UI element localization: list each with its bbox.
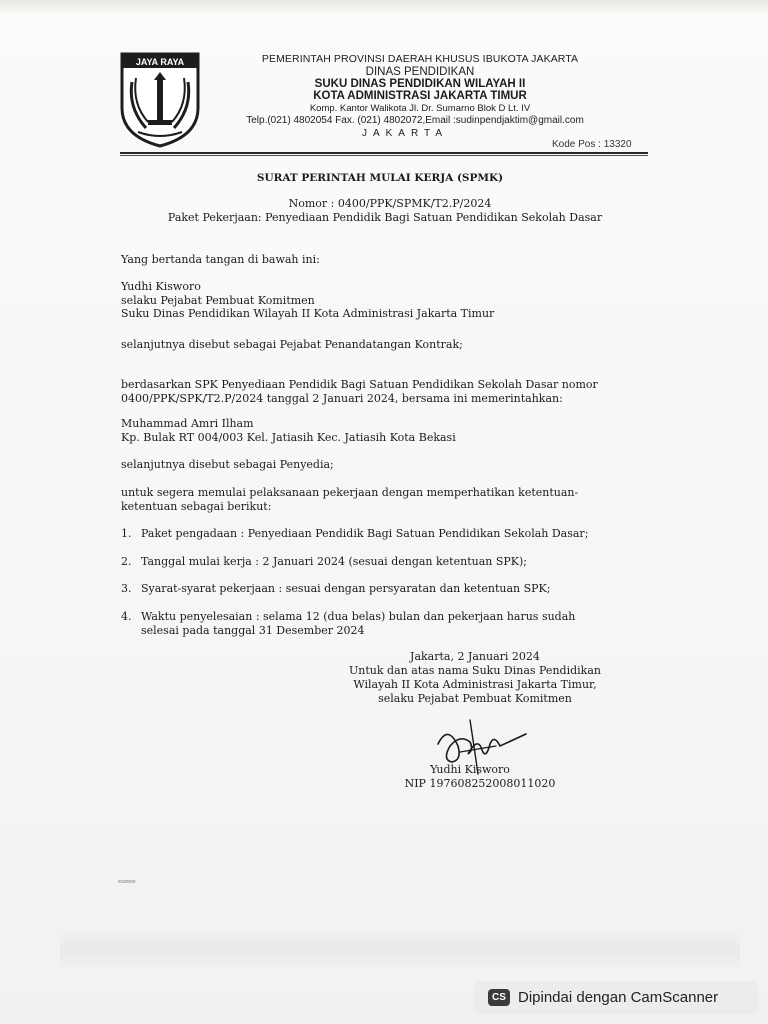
- document-number: Nomor : 0400/PPK/SPMK/T2.P/2024: [288, 197, 492, 210]
- header-rule: [120, 152, 648, 154]
- signer-role: selaku Pejabat Pembuat Komitmen: [121, 294, 315, 307]
- logo-text: JAYA RAYA: [135, 57, 185, 67]
- signer-reference: selanjutnya disebut sebagai Pejabat Penandatangan Kontrak;: [121, 338, 463, 351]
- page-edge-shadow: [0, 0, 768, 14]
- list-item-text-continued: selesai pada tanggal 31 Desember 2024: [141, 624, 365, 637]
- header-rule-thin: [120, 155, 648, 156]
- closing-signer-name: Yudhi Kisworo: [430, 763, 510, 776]
- on-behalf-line-1: Untuk dan atas nama Suku Dinas Pendidikan: [349, 664, 601, 677]
- signer-nip: NIP 197608252008011020: [404, 777, 556, 790]
- list-item-number: 3.: [121, 582, 132, 595]
- signer-name: Yudhi Kisworo: [121, 280, 201, 293]
- header-line-government: PEMERINTAH PROVINSI DAERAH KHUSUS IBUKOTA JAKARTA: [261, 53, 579, 65]
- list-item-text: Syarat-syarat pekerjaan : sesuai dengan persyaratan dan ketentuan SPK;: [141, 582, 551, 595]
- basis-line-1: berdasarkan SPK Penyediaan Pendidik Bagi Satuan Pendidikan Sekolah Dasar nomor: [121, 378, 598, 391]
- list-item-number: 2.: [121, 555, 132, 568]
- list-item-number: 4.: [121, 610, 132, 623]
- signer-office: Suku Dinas Pendidikan Wilayah II Kota Administrasi Jakarta Timur: [121, 307, 495, 320]
- intro-text: Yang bertanda tangan di bawah ini:: [121, 253, 320, 266]
- camscanner-badge: [474, 981, 758, 1014]
- header-line-sub-department: SUKU DINAS PENDIDIKAN WILAYAH II: [314, 78, 526, 90]
- signer-role-closing: selaku Pejabat Pembuat Komitmen: [378, 692, 572, 705]
- basis-line-2: 0400/PPK/SPK/T2.P/2024 tanggal 2 Januari 2024, bersama ini memerintahkan:: [121, 392, 563, 405]
- small-footer-text: scanner: [118, 879, 136, 885]
- header-line-contact: Telp.(021) 4802054 Fax. (021) 4802072,Email :sudinpendjaktim@gmail.com: [246, 115, 584, 126]
- provider-address: Kp. Bulak RT 004/003 Kel. Jatiasih Kec. Jatiasih Kota Bekasi: [121, 431, 456, 444]
- camscanner-icon: CS: [488, 989, 510, 1006]
- jaya-raya-logo: [118, 48, 202, 148]
- header-line-jakarta: JAKARTA: [361, 128, 449, 139]
- on-behalf-line-2: Wilayah II Kota Administrasi Jakarta Timur,: [353, 678, 597, 691]
- document-title: SURAT PERINTAH MULAI KERJA (SPMK): [256, 172, 504, 184]
- postal-code: Kode Pos : 13320: [552, 139, 632, 150]
- camscanner-text: Dipindai dengan CamScanner: [518, 989, 719, 1006]
- header-line-department: DINAS PENDIDIKAN: [365, 66, 475, 78]
- provider-name: Muhammad Amri Ilham: [121, 417, 254, 430]
- instruction-line-2: ketentuan sebagai berikut:: [121, 500, 272, 513]
- scan-smudge: [60, 930, 740, 970]
- list-item-text: Paket pengadaan : Penyediaan Pendidik Bagi Satuan Pendidikan Sekolah Dasar;: [141, 527, 589, 540]
- place-date: Jakarta, 2 Januari 2024: [410, 650, 540, 663]
- list-item-text: Waktu penyelesaian : selama 12 (dua belas) bulan dan pekerjaan harus sudah: [141, 610, 576, 623]
- header-line-city: KOTA ADMINISTRASI JAKARTA TIMUR: [313, 90, 527, 102]
- list-item-number: 1.: [121, 527, 132, 540]
- header-line-address: Komp. Kantor Walikota Jl. Dr. Sumarno Blok D Lt. IV: [309, 103, 531, 114]
- instruction-line-1: untuk segera memulai pelaksanaan pekerjaan dengan memperhatikan ketentuan-: [121, 486, 579, 499]
- work-package: Paket Pekerjaan: Penyediaan Pendidik Bagi Satuan Pendidikan Sekolah Dasar: [167, 211, 603, 224]
- list-item-text: Tanggal mulai kerja : 2 Januari 2024 (sesuai dengan ketentuan SPK);: [141, 555, 527, 568]
- provider-reference: selanjutnya disebut sebagai Penyedia;: [121, 458, 334, 471]
